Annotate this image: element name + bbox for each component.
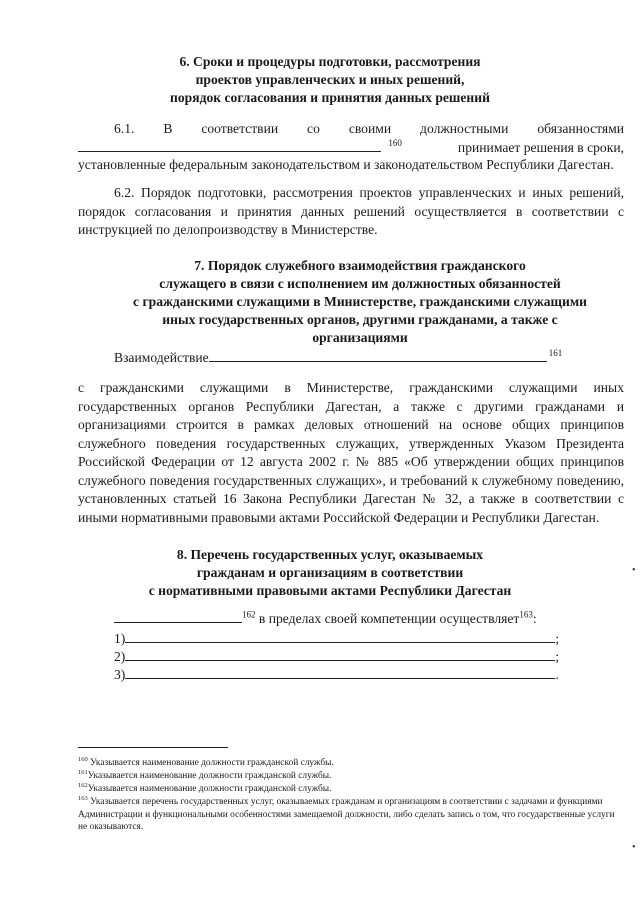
p61-continuation: принимает решения в сроки, xyxy=(457,140,624,155)
paragraph-6-1-second-line xyxy=(78,139,624,157)
section-8-title-line: гражданам и организациям в соответствии xyxy=(196,565,464,580)
footnote-ref-160: 160 xyxy=(388,138,402,149)
footnote-ref-162: 162 xyxy=(242,609,256,620)
section-7-title-line: служащего в связи с исполнением им должностных обязанностей xyxy=(159,276,561,291)
services-position-blank xyxy=(114,610,242,623)
service-item-2 xyxy=(114,648,559,666)
service-item-number: 3) xyxy=(114,667,126,682)
service-item-1 xyxy=(114,630,559,648)
p61-number: 6.1. xyxy=(114,121,135,136)
footnote-text: Указывается наименование должности гражданской службы. xyxy=(87,784,332,794)
interaction-lead-line xyxy=(114,349,562,367)
scan-mark: • xyxy=(632,565,636,576)
paragraph-6-1-rest: установленные федеральным законодательством и законодательством Республики Дагестан. xyxy=(78,157,614,172)
footnote-number: 163 xyxy=(78,794,88,802)
footnote-ref-163: 163 xyxy=(519,609,533,620)
service-item-number: 2) xyxy=(114,649,126,664)
service-item-end: ; xyxy=(555,649,560,664)
section-7-title xyxy=(80,257,640,347)
footnote-ref-161: 161 xyxy=(548,348,563,359)
footnote-160 xyxy=(78,757,624,770)
service-item-number: 1) xyxy=(114,631,126,646)
service-item-end: . xyxy=(555,667,559,682)
section-6-title-line: 6. Сроки и процедуры подготовки, рассмотрения xyxy=(179,54,481,69)
p61-word: соответствии xyxy=(201,121,279,136)
services-lead-line: $^{162}$ в пределах своей компетенции осуществляет$^{163}$: xyxy=(114,610,537,628)
section-8-title-line: с нормативными правовыми актами Республики Дагестан xyxy=(148,583,512,598)
service-item-end: ; xyxy=(555,631,560,646)
service-item-blank xyxy=(125,648,555,661)
footnote-number: 160 xyxy=(78,755,88,763)
section-6-title xyxy=(120,53,540,107)
section-7-title-line: 7. Порядок служебного взаимодействия гражданского xyxy=(194,258,526,273)
p61-word: своими xyxy=(348,121,392,136)
p61-word: В xyxy=(163,121,173,136)
paragraph-6-2: 6.2. Порядок подготовки, рассмотрения проектов управленческих и иных решений, порядок согласования и принятия данных решений осуществляется в соответствии с инструкцией по делопроизводству в Министерстве. xyxy=(78,185,624,237)
service-item-blank xyxy=(125,630,555,643)
footnote-separator xyxy=(78,747,228,748)
footnote-161 xyxy=(78,770,624,783)
position-blank-line xyxy=(78,139,381,152)
section-8-title-line: 8. Перечень государственных услуг, оказываемых xyxy=(176,547,484,562)
footnote-text: Указывается перечень государственных услуг, оказываемых гражданам и организациям в соответствии с задачами и функциями Администрации и функциональными особенностями замещаемой должности, либо сделать запись о том, что государственные услуги не оказываются. xyxy=(78,797,615,832)
paragraph-6-1-first-line xyxy=(114,120,624,138)
p61-word: должностными xyxy=(420,121,509,136)
footnote-number: 161 xyxy=(78,768,88,776)
interaction-lead-word: Взаимодействие xyxy=(114,350,209,365)
section-6-title-line: проектов управленческих и иных решений, xyxy=(195,72,465,87)
footnote-text: Указывается наименование должности гражданской службы. xyxy=(90,758,334,768)
footnote-number: 162 xyxy=(78,781,88,789)
footnote-162 xyxy=(78,783,624,796)
service-item-3 xyxy=(114,666,559,684)
p61-word: со xyxy=(307,121,320,136)
footnote-text: Указывается наименование должности гражданской службы. xyxy=(87,771,332,781)
services-lead-text: в пределах своей компетенции осуществляет xyxy=(258,611,520,626)
section-7-body: с гражданскими служащими в Министерстве, гражданскими служащими иных государственных органов Республики Дагестан, а также с другими гражданами и организациями строится в рамках деловых отношений на основе общих принципов служебного поведения государственных служащих, утвержденных Указом Президента Российской Федерации от 12 августа 2002 г. № 885 «Об утверждении общих принципов служебного поведения государственных служащих», и требований к служебному поведению, установленных статьей 16 Закона Республики Дагестан № 32, а также в соответствии с иными нормативными правовыми актами Российской Федерации и Республики Дагестан. xyxy=(78,380,624,525)
section-7-title-line: иных государственных органов, другими гражданами, а также с xyxy=(162,312,558,327)
interaction-blank-line xyxy=(209,349,547,362)
service-item-blank xyxy=(125,666,555,679)
section-6-title-line: порядок согласования и принятия данных решений xyxy=(170,90,490,105)
scan-mark: • xyxy=(632,842,636,853)
section-7-title-line: организациями xyxy=(312,330,408,345)
section-7-title-line: с гражданскими служащими в Министерстве, гражданскими служащими xyxy=(133,294,587,309)
p61-word: обязанностями xyxy=(537,121,624,136)
footnote-163 xyxy=(78,796,624,834)
section-8-title xyxy=(120,546,540,600)
